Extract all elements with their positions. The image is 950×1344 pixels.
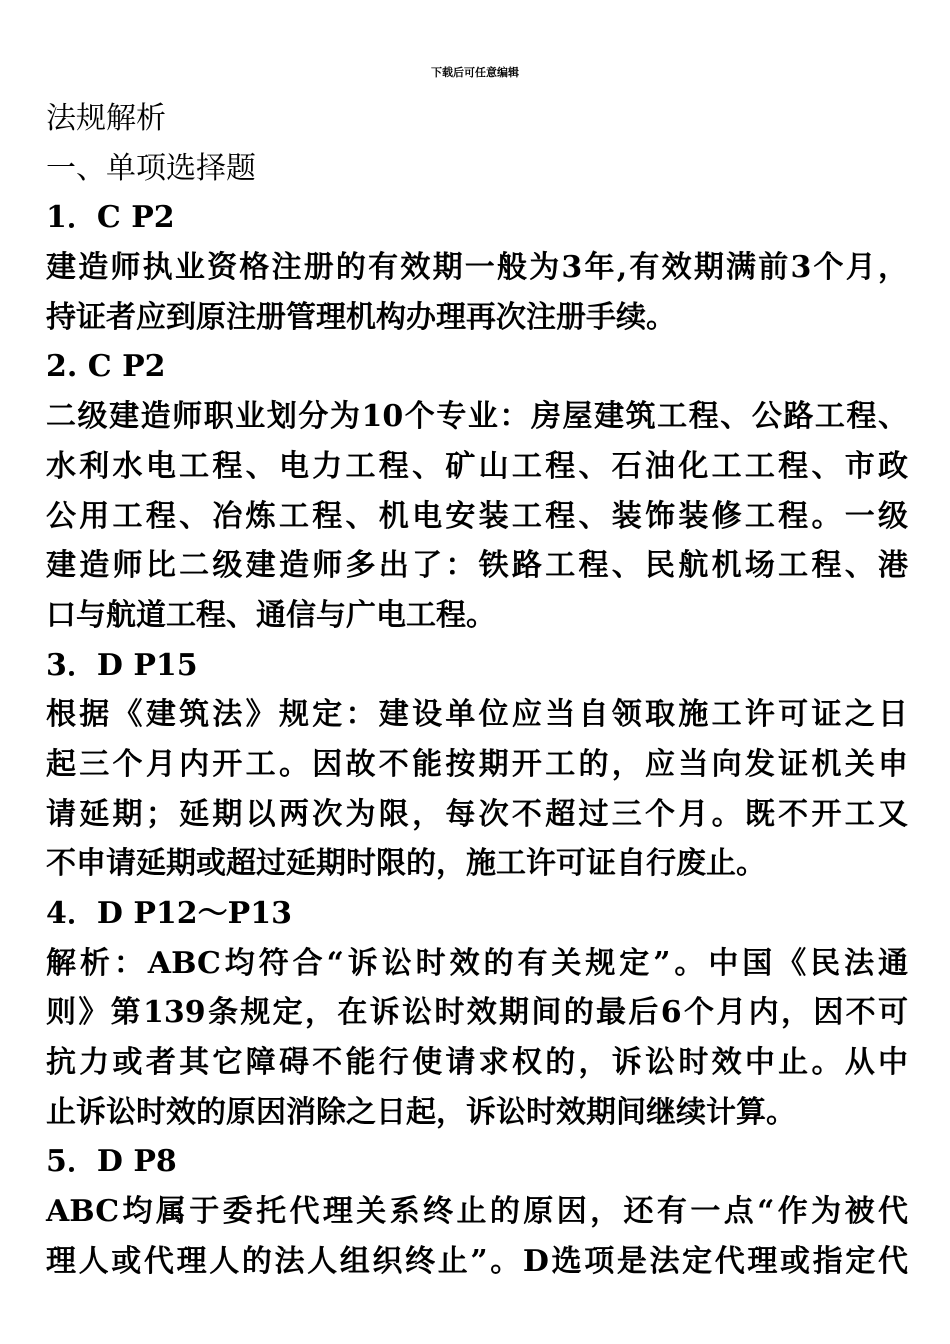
paragraph-line: 止诉讼时效的原因消除之日起，诉讼时效期间继续计算。 — [46, 1094, 796, 1130]
document-title: 法规解析 — [46, 101, 166, 136]
header-note: 下载后可任意编辑 — [431, 66, 519, 79]
paragraph-line: 建造师比二级建造师多出了：铁路工程、民航机场工程、港 — [46, 548, 908, 584]
paragraph-line: 公用工程、冶炼工程、机电安装工程、装饰装修工程。一级 — [46, 498, 908, 534]
paragraph-line: 请延期；延期以两次为限，每次不超过三个月。既不开工又 — [46, 796, 908, 832]
paragraph-line: ABC均属于委托代理关系终止的原因，还有一点“作为被代 — [46, 1194, 908, 1230]
document-body — [46, 94, 908, 1287]
paragraph-line: 则》第139条规定，在诉讼时效期间的最后6个月内，因不可 — [46, 995, 908, 1031]
paragraph-line: 水利水电工程、电力工程、矿山工程、石油化工工程、市政 — [46, 448, 908, 484]
answer-heading-4: 4．D P12～P13 — [46, 896, 292, 931]
paragraph-line: 根据《建筑法》规定：建设单位应当自领取施工许可证之日 — [46, 697, 908, 733]
paragraph-line: 解析：ABC均符合“诉讼时效的有关规定”。中国《民法通 — [46, 945, 908, 981]
paragraph-line: 二级建造师职业划分为10个专业：房屋建筑工程、公路工程、 — [46, 399, 908, 435]
paragraph-line: 持证者应到原注册管理机构办理再次注册手续。 — [46, 299, 676, 335]
section-heading: 一、单项选择题 — [46, 150, 256, 186]
paragraph-line: 建造师执业资格注册的有效期一般为3年,有效期满前3个月， — [46, 250, 908, 286]
answer-heading-2: 2. C P2 — [46, 349, 166, 385]
answer-heading-1: 1．C P2 — [46, 200, 175, 236]
answer-heading-5: 5．D P8 — [46, 1144, 177, 1180]
paragraph-line: 理人或代理人的法人组织终止”。D选项是法定代理或指定代 — [46, 1243, 908, 1279]
paragraph-line: 不申请延期或超过延期时限的，施工许可证自行废止。 — [46, 846, 766, 882]
paragraph-line: 口与航道工程、通信与广电工程。 — [46, 597, 496, 633]
paragraph-line: 抗力或者其它障碍不能行使请求权的，诉讼时效中止。从中 — [46, 1045, 908, 1081]
paragraph-line: 起三个月内开工。因故不能按期开工的，应当向发证机关申 — [46, 746, 908, 782]
answer-heading-3: 3．D P15 — [46, 647, 198, 683]
